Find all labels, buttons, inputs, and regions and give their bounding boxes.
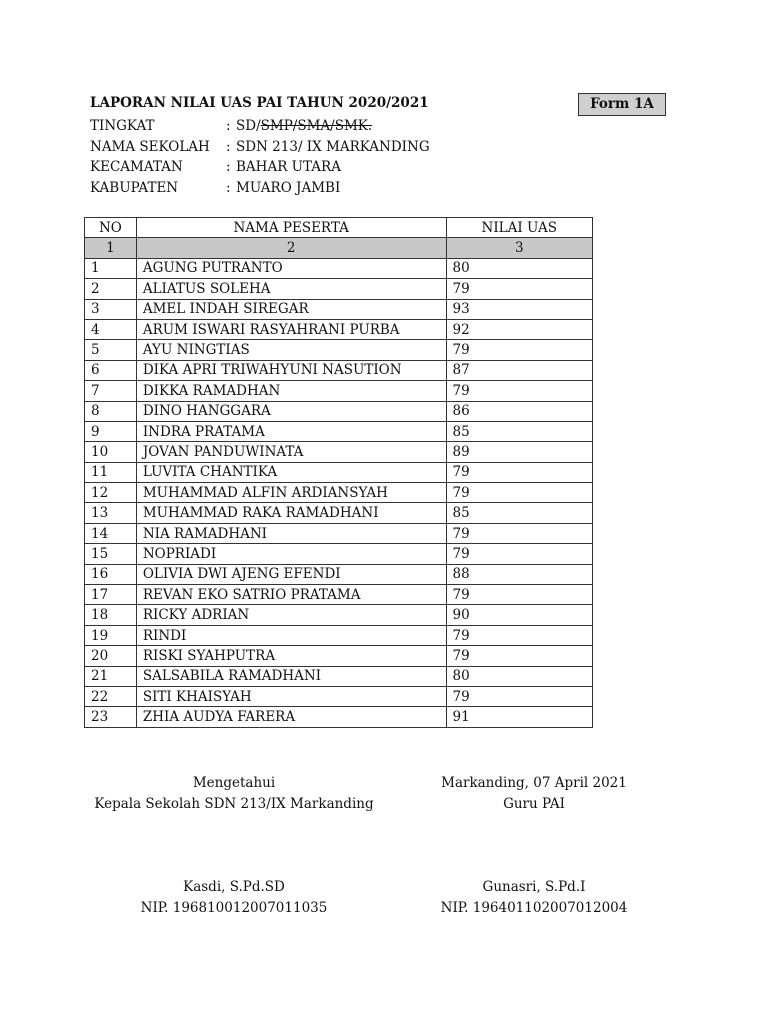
row-no-cell: 2 xyxy=(85,279,137,299)
table-row xyxy=(85,442,593,462)
form-label-box: Form 1A xyxy=(578,93,666,116)
table-row xyxy=(85,625,593,645)
row-name-cell: RICKY ADRIAN xyxy=(136,605,446,625)
row-name-cell: NIA RAMADHANI xyxy=(136,523,446,543)
row-name-cell: ALIATUS SOLEHA xyxy=(136,279,446,299)
signature-left-heading xyxy=(84,773,384,815)
row-name-cell: JOVAN PANDUWINATA xyxy=(136,442,446,462)
kabupaten-value: MUARO JAMBI xyxy=(236,179,341,196)
row-score-cell: 79 xyxy=(446,686,593,706)
colon: : xyxy=(226,179,231,196)
table-row xyxy=(85,279,593,299)
row-no-cell: 5 xyxy=(85,340,137,360)
table-row xyxy=(85,585,593,605)
table-row xyxy=(85,544,593,564)
row-score-cell: 86 xyxy=(446,401,593,421)
signature-right-line2: Guru PAI xyxy=(503,796,565,812)
row-score-cell: 90 xyxy=(446,605,593,625)
signature-left-line1: Mengetahui xyxy=(192,775,276,791)
signature-right-block xyxy=(424,877,644,919)
table-row xyxy=(85,299,593,319)
table-row xyxy=(85,421,593,441)
row-score-cell: 79 xyxy=(446,523,593,543)
row-score-cell: 85 xyxy=(446,421,593,441)
row-no-cell: 20 xyxy=(85,646,137,666)
table-row xyxy=(85,258,593,278)
row-name-cell: SALSABILA RAMADHANI xyxy=(136,666,446,686)
signature-right-name: Gunasri, S.Pd.I xyxy=(482,879,586,895)
row-name-cell: RISKI SYAHPUTRA xyxy=(136,646,446,666)
row-no-cell: 13 xyxy=(85,503,137,523)
row-score-cell: 79 xyxy=(446,483,593,503)
row-no-cell: 8 xyxy=(85,401,137,421)
table-row xyxy=(85,340,593,360)
row-score-cell: 79 xyxy=(446,381,593,401)
row-name-cell: INDRA PRATAMA xyxy=(136,421,446,441)
table-row xyxy=(85,503,593,523)
document-title: LAPORAN NILAI UAS PAI TAHUN 2020/2021 xyxy=(90,95,429,111)
row-score-cell: 79 xyxy=(446,585,593,605)
school-info xyxy=(90,116,430,198)
signature-left-line2: Kepala Sekolah SDN 213/IX Markanding xyxy=(94,796,374,812)
table-row xyxy=(85,401,593,421)
row-score-cell: 87 xyxy=(446,360,593,380)
row-no-cell: 16 xyxy=(85,564,137,584)
row-name-cell: AGUNG PUTRANTO xyxy=(136,258,446,278)
row-score-cell: 91 xyxy=(446,707,593,727)
table-row xyxy=(85,707,593,727)
row-score-cell: 89 xyxy=(446,442,593,462)
table-row xyxy=(85,686,593,706)
row-no-cell: 10 xyxy=(85,442,137,462)
row-score-cell: 79 xyxy=(446,462,593,482)
row-no-cell: 18 xyxy=(85,605,137,625)
tingkat-value: SD/ xyxy=(236,118,261,134)
row-no-cell: 6 xyxy=(85,360,137,380)
kecamatan-value: BAHAR UTARA xyxy=(236,159,341,176)
row-name-cell: OLIVIA DWI AJENG EFENDI xyxy=(136,564,446,584)
info-row-kecamatan xyxy=(90,157,430,178)
signature-left-name: Kasdi, S.Pd.SD xyxy=(183,879,285,895)
index-cell: 3 xyxy=(446,238,593,258)
info-row-tingkat xyxy=(90,116,430,137)
header-nilai-uas: NILAI UAS xyxy=(446,218,593,238)
row-score-cell: 80 xyxy=(446,666,593,686)
colon: : xyxy=(226,138,231,155)
tingkat-label: TINGKAT xyxy=(90,118,155,134)
row-score-cell: 93 xyxy=(446,299,593,319)
row-name-cell: NOPRIADI xyxy=(136,544,446,564)
kecamatan-label: KECAMATAN xyxy=(90,159,183,176)
info-row-kabupaten xyxy=(90,178,430,199)
tingkat-struck-value: SMP/SMA/SMK. xyxy=(260,118,373,134)
table-row xyxy=(85,646,593,666)
row-score-cell: 85 xyxy=(446,503,593,523)
colon: : xyxy=(226,118,231,134)
sekolah-label: NAMA SEKOLAH xyxy=(90,138,210,155)
row-no-cell: 15 xyxy=(85,544,137,564)
row-no-cell: 12 xyxy=(85,483,137,503)
row-name-cell: ZHIA AUDYA FARERA xyxy=(136,707,446,727)
signature-right-nip: NIP. 196401102007012004 xyxy=(440,900,628,916)
table-row xyxy=(85,360,593,380)
row-name-cell: DINO HANGGARA xyxy=(136,401,446,421)
row-no-cell: 9 xyxy=(85,421,137,441)
row-no-cell: 23 xyxy=(85,707,137,727)
table-row xyxy=(85,462,593,482)
row-name-cell: REVAN EKO SATRIO PRATAMA xyxy=(136,585,446,605)
signature-left-nip: NIP. 196810012007011035 xyxy=(140,900,328,916)
info-row-sekolah xyxy=(90,137,430,158)
kabupaten-label: KABUPATEN xyxy=(90,179,179,196)
table-body xyxy=(85,258,593,727)
row-name-cell: AMEL INDAH SIREGAR xyxy=(136,299,446,319)
row-no-cell: 14 xyxy=(85,523,137,543)
table-row xyxy=(85,564,593,584)
row-name-cell: SITI KHAISYAH xyxy=(136,686,446,706)
row-no-cell: 4 xyxy=(85,319,137,339)
table-row xyxy=(85,381,593,401)
row-no-cell: 11 xyxy=(85,462,137,482)
table-row xyxy=(85,319,593,339)
row-score-cell: 79 xyxy=(446,340,593,360)
row-name-cell: LUVITA CHANTIKA xyxy=(136,462,446,482)
row-score-cell: 79 xyxy=(446,646,593,666)
header-nama-peserta: NAMA PESERTA xyxy=(136,218,446,238)
row-name-cell: MUHAMMAD ALFIN ARDIANSYAH xyxy=(136,483,446,503)
row-no-cell: 22 xyxy=(85,686,137,706)
row-no-cell: 3 xyxy=(85,299,137,319)
row-name-cell: AYU NINGTIAS xyxy=(136,340,446,360)
table-row xyxy=(85,483,593,503)
row-name-cell: RINDI xyxy=(136,625,446,645)
signature-right-line1: Markanding, 07 April 2021 xyxy=(441,775,627,791)
row-score-cell: 79 xyxy=(446,625,593,645)
table-row xyxy=(85,666,593,686)
row-no-cell: 7 xyxy=(85,381,137,401)
row-score-cell: 80 xyxy=(446,258,593,278)
header-no: NO xyxy=(85,218,137,238)
row-score-cell: 79 xyxy=(446,279,593,299)
row-no-cell: 17 xyxy=(85,585,137,605)
table-header-row xyxy=(85,218,593,238)
table-row xyxy=(85,605,593,625)
row-score-cell: 88 xyxy=(446,564,593,584)
row-name-cell: MUHAMMAD RAKA RAMADHANI xyxy=(136,503,446,523)
table-row xyxy=(85,523,593,543)
sekolah-value: SDN 213/ IX MARKANDING xyxy=(236,138,430,155)
row-no-cell: 1 xyxy=(85,258,137,278)
index-cell: 2 xyxy=(136,238,446,258)
table-index-row xyxy=(85,238,593,258)
row-no-cell: 21 xyxy=(85,666,137,686)
signature-right-heading xyxy=(424,773,644,815)
row-name-cell: DIKKA RAMADHAN xyxy=(136,381,446,401)
row-name-cell: DIKA APRI TRIWAHYUNI NASUTION xyxy=(136,360,446,380)
row-score-cell: 92 xyxy=(446,319,593,339)
colon: : xyxy=(226,159,231,176)
row-name-cell: ARUM ISWARI RASYAHRANI PURBA xyxy=(136,319,446,339)
index-cell: 1 xyxy=(85,238,137,258)
scores-table xyxy=(84,217,593,728)
signature-left-block xyxy=(84,877,384,919)
row-score-cell: 79 xyxy=(446,544,593,564)
row-no-cell: 19 xyxy=(85,625,137,645)
